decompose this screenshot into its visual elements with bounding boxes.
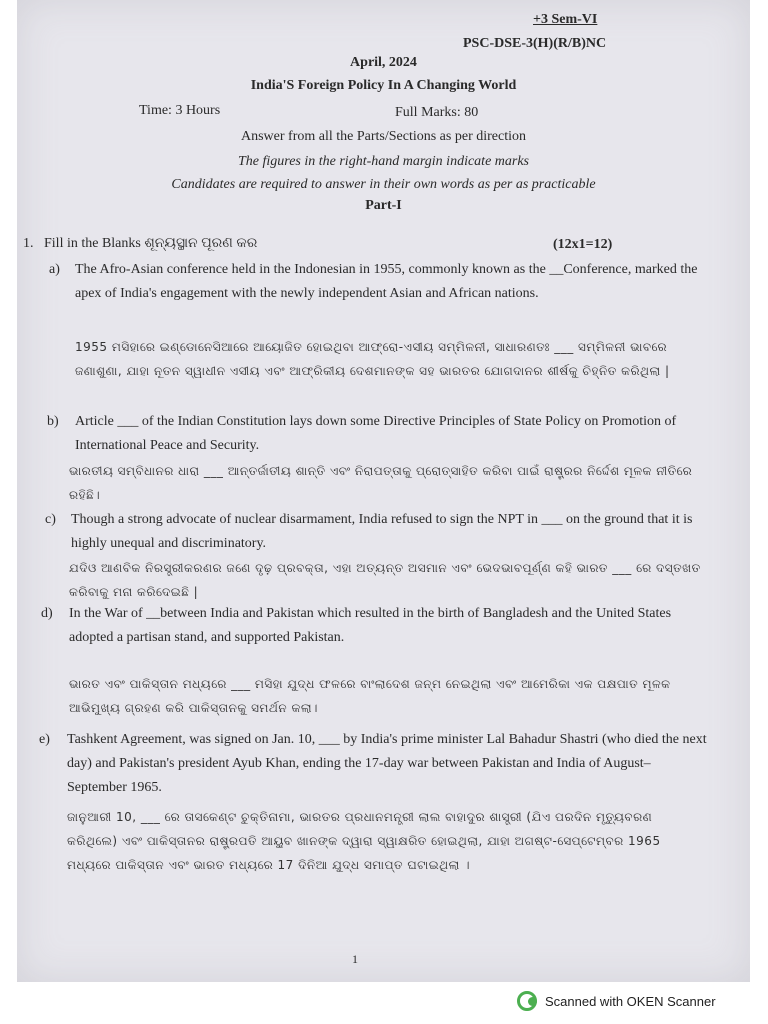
item-odia: ଜାନୁଆରୀ 10, ___ ରେ ତାସକେଣ୍ଟ ଚୁକ୍ତିନାମା, ଭାରତର ପ୍ରଧାନମନ୍ତ୍ରୀ ଲାଲ ବାହାଦୁର ଶାସ୍ତ୍ରୀ (ଯିଏ ପରଦିନ ମୃତ୍ୟୁବରଣ କରିଥିଲେ) ଏବଂ ପାକିସ୍ତାନର ରାଷ୍ଟ୍ରପତି ଆୟୁବ ଖାନଙ୍କ ଦ୍ୱାରା ସ୍ୱାକ୍ଷରିତ ହୋଇଥିଲା, ଯାହା ଅଗଷ୍ଟ-ସେପ୍ଟେମ୍ବର 1965 ମଧ୍ୟରେ ପାକିସ୍ତାନ ଏବଂ ଭାରତ ମଧ୍ୟରେ 17 ଦିନିଆ ଯୁଦ୍ଧ ସମାପ୍ତ ଘଟାଇଥିଲା । — [67, 810, 661, 872]
full-marks-label: Full Marks: 80 — [395, 105, 479, 120]
oken-scanner-logo-icon — [517, 991, 537, 1011]
item-label: e) — [39, 732, 50, 747]
instruction-3: Candidates are required to answer in their own words as per as practicable — [171, 177, 596, 192]
item-english: Article ___ of the Indian Constitution lays down some Directive Principles of State Policy on Promotion of International Peace and Security. — [75, 414, 677, 453]
item-label: a) — [49, 262, 60, 277]
item-label: d) — [41, 606, 53, 621]
item-odia: ଭାରତ ଏବଂ ପାକିସ୍ତାନ ମଧ୍ୟରେ ___ ମସିହା ଯୁଦ୍ଧ ଫଳରେ ବାଂଲାଦେଶ ଜନ୍ମ ନେଇଥିଲା ଏବଂ ଆମେରିକା ଏକ ପକ୍ଷପାତ ମୂଳକ ଆଭିମୁଖ୍ୟ ଗ୍ରହଣ କରି ପାକିସ୍ତାନକୁ ସମର୍ଥନ କଲା। — [69, 677, 671, 715]
item-english: In the War of __between India and Pakistan which resulted in the birth of Bangladesh and the United States adopted a partisan stand, and supported Pakistan. — [69, 606, 672, 645]
scanner-watermark — [517, 990, 716, 1012]
instruction-2: The figures in the right-hand margin indicate marks — [238, 154, 529, 169]
paper-code: PSC-DSE-3(H)(R/B)NC — [463, 36, 607, 51]
item-english: Though a strong advocate of nuclear disarmament, India refused to sign the NPT in ___ on the ground that it is highly unequal and discriminatory. — [71, 512, 693, 551]
page-number: 1 — [352, 952, 358, 966]
part-heading: Part-I — [365, 198, 402, 213]
item-label: c) — [45, 512, 56, 527]
question-marks: (12x1=12) — [553, 237, 613, 252]
paper-title: India'S Foreign Policy In A Changing World — [250, 78, 517, 93]
item-odia: 1955 ମସିହାରେ ଇଣ୍ଡୋନେସିଆରେ ଆୟୋଜିତ ହୋଇଥିବା ଆଫ୍ରୋ-ଏସୀୟ ସମ୍ମିଳନୀ, ସାଧାରଣତଃ ___ ସମ୍ମିଳନୀ ଭାବରେ ଜଣାଶୁଣା, ଯାହା ନୂତନ ସ୍ୱାଧୀନ ଏସୀୟ ଏବଂ ଆଫ୍ରିକୀୟ ଦେଶମାନଙ୍କ ସହ ଭାରତର ଯୋଗଦାନର ଶୀର୍ଷକୁ ଚିହ୍ନିତ କରିଥିଲା | — [75, 340, 670, 378]
semester-label: +3 Sem-VI — [533, 12, 598, 27]
scanner-label: Scanned with OKEN Scanner — [545, 993, 716, 1009]
item-english: The Afro-Asian conference held in the Indonesian in 1955, commonly known as the __Conference, marked the apex of India's engagement with the newly independent Asian and African nations. — [75, 262, 698, 301]
question-text: Fill in the Blanks ଶୂନ୍ୟସ୍ଥାନ ପୂରଣ କର — [44, 236, 258, 251]
time-label: Time: 3 Hours — [139, 103, 221, 118]
question-number: 1. — [23, 236, 34, 251]
exam-paper — [17, 0, 750, 982]
item-odia: ଯଦିଓ ଆଣବିକ ନିରସ୍ତ୍ରୀକରଣର ଜଣେ ଦୃଢ଼ ପ୍ରବକ୍ତା, ଏହା ଅତ୍ୟନ୍ତ ଅସମାନ ଏବଂ ଭେଦଭାବପୂର୍ଣ୍ଣ କହି ଭାରତ ___ ରେ ଦସ୍ତଖତ କରିବାକୁ ମନା କରିଦେଇଛି | — [69, 561, 701, 599]
item-odia: ଭାରତୀୟ ସମ୍ବିଧାନର ଧାରା ___ ଆନ୍ତର୍ଜାତୀୟ ଶାନ୍ତି ଏବଂ ନିରାପତ୍ତାକୁ ପ୍ରୋତ୍ସାହିତ କରିବା ପାଇଁ ରାଷ୍ଟ୍ରର ନିର୍ଦ୍ଦେଶ ମୂଳକ ନୀତିରେ ରହିଛି। — [69, 464, 693, 502]
exam-date: April, 2024 — [350, 55, 417, 70]
item-label: b) — [47, 414, 59, 429]
instruction-1: Answer from all the Parts/Sections as per direction — [241, 129, 526, 144]
item-english: Tashkent Agreement, was signed on Jan. 10, ___ by India's prime minister Lal Bahadur Shastri (who died the next day) and Pakistan's president Ayub Khan, ending the 17-day war between Pakistan and India of August–September 1965. — [67, 732, 707, 795]
